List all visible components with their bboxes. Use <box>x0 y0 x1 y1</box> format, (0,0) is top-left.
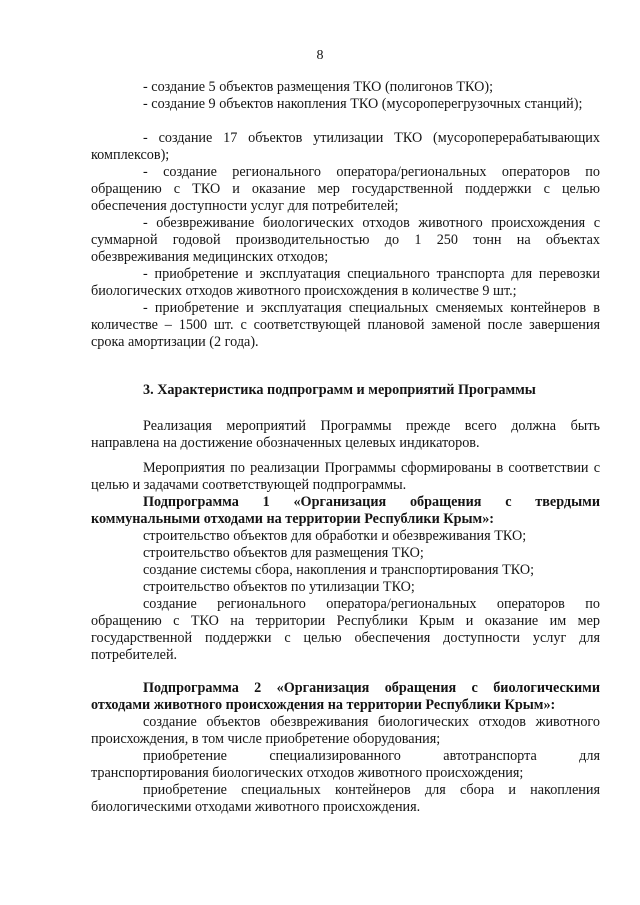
subprogram-1-item: создание системы сбора, накопления и транспортирования ТКО; <box>143 562 535 578</box>
list-item-polygons: - создание 5 объектов размещения ТКО (полигонов ТКО); <box>143 79 494 95</box>
paragraph-measures: Мероприятия по реализации Программы сформированы в соответствии с целью и задачами соответствующей подпрограммы. <box>91 460 600 493</box>
subprogram-2-title: Подпрограмма 2 «Организация обращения с биологическими отходами животного происхождения на территории Республики Крым»: <box>91 680 600 713</box>
section-heading: 3. Характеристика подпрограмм и мероприятий Программы <box>143 382 536 398</box>
subprogram-2-item: приобретение специализированного автотранспорта для транспортирования биологических отходов животного происхождения; <box>91 748 600 781</box>
subprogram-1-title: Подпрограмма 1 «Организация обращения с твердыми коммунальными отходами на территории Республики Крым»: <box>91 494 600 527</box>
subprogram-2-item: создание объектов обезвреживания биологических отходов животного происхождения, в том числе приобретение оборудования; <box>91 714 600 747</box>
paragraph-implementation: Реализация мероприятий Программы прежде всего должна быть направлена на достижение обозначенных целевых индикаторов. <box>91 418 600 451</box>
list-item-bio-waste-neutralization: - обезвреживание биологических отходов животного происхождения с суммарной годовой производительностью до 1 250 тонн на объектах обезвреживания медицинских отходов; <box>91 215 600 265</box>
subprogram-1-item: строительство объектов для обработки и обезвреживания ТКО; <box>143 528 527 544</box>
list-item-containers: - приобретение и эксплуатация специальных сменяемых контейнеров в количестве – 1500 шт. с соответствующей плановой заменой после завершения срока амортизации (2 года). <box>91 300 600 350</box>
subprogram-1-item: строительство объектов по утилизации ТКО; <box>143 579 415 595</box>
list-item-transfer-stations: - создание 9 объектов накопления ТКО (мусороперегрузочных станций); <box>143 96 583 112</box>
subprogram-1-item: строительство объектов для размещения ТКО; <box>143 545 424 561</box>
subprogram-2-item: приобретение специальных контейнеров для сбора и накопления биологическими отходами животного происхождения. <box>91 782 600 815</box>
list-item-special-transport: - приобретение и эксплуатация специального транспорта для перевозки биологических отходов животного происхождения в количестве 9 шт.; <box>91 266 600 299</box>
list-item-recycling-complexes: - создание 17 объектов утилизации ТКО (мусороперерабатывающих комплексов); <box>91 130 600 163</box>
page-number: 8 <box>316 48 324 63</box>
subprogram-1-item: создание регионального оператора/региональных операторов по обращению с ТКО на территории Республики Крым и оказание им мер государственной поддержки с целью обеспечения доступности услуг для потребителей. <box>91 596 600 663</box>
list-item-regional-operator: - создание регионального оператора/региональных операторов по обращению с ТКО и оказание мер государственной поддержки с целью обеспечения доступности услуг для потребителей; <box>91 164 600 214</box>
